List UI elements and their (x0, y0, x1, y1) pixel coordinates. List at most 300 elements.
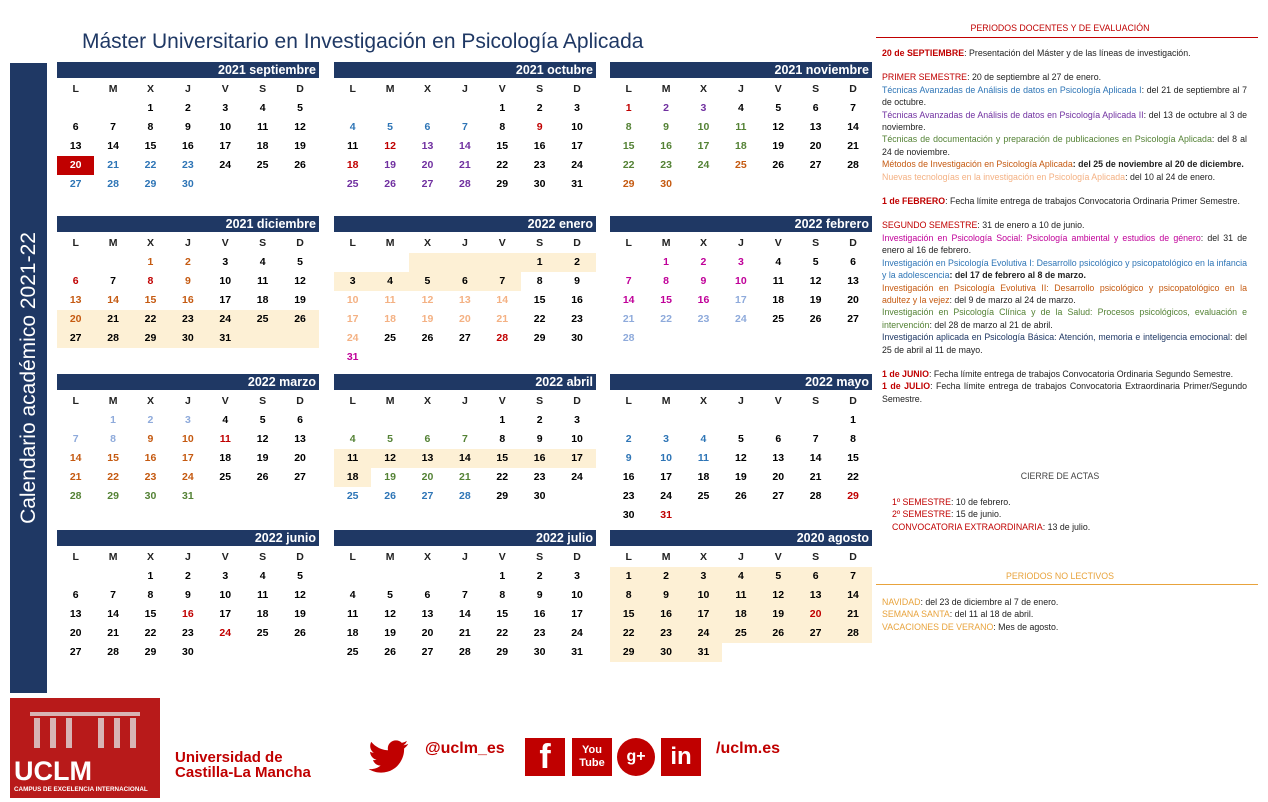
day-cell[interactable]: 31 (571, 178, 583, 190)
day-cell[interactable]: 24 (697, 159, 710, 171)
day-cell[interactable]: 30 (182, 646, 194, 658)
day-cell[interactable]: 10 (571, 433, 583, 445)
day-cell[interactable]: 29 (847, 490, 859, 502)
day-cell[interactable]: 26 (384, 178, 396, 190)
day-cell[interactable]: 1 (499, 102, 506, 114)
day-cell[interactable]: 10 (697, 121, 710, 133)
day-cell[interactable]: 24 (571, 627, 583, 639)
day-cell[interactable]: 26 (294, 159, 306, 171)
day-cell[interactable]: 18 (772, 294, 785, 306)
day-cell[interactable]: 6 (72, 275, 79, 287)
day-cell[interactable]: 2 (536, 414, 543, 426)
day-cell[interactable]: 27 (69, 646, 82, 658)
day-cell[interactable]: 12 (421, 294, 434, 306)
day-cell[interactable]: 13 (809, 121, 822, 133)
day-cell[interactable]: 31 (685, 643, 722, 662)
day-cell[interactable]: 22 (610, 624, 647, 643)
day-cell[interactable]: 24 (571, 159, 583, 171)
day-cell[interactable]: 16 (182, 608, 194, 620)
day-cell[interactable]: 23 (182, 159, 194, 171)
day-cell[interactable]: 5 (737, 433, 744, 445)
day-cell[interactable]: 25 (346, 178, 359, 190)
day-cell[interactable]: 12 (294, 589, 306, 601)
day-cell[interactable]: 11 (772, 275, 784, 287)
day-cell[interactable]: 30 (660, 178, 672, 190)
day-cell[interactable]: 18 (735, 140, 747, 152)
day-cell[interactable]: 23 (144, 471, 157, 483)
day-cell[interactable]: 1 (110, 414, 116, 426)
day-cell[interactable]: 7 (72, 433, 79, 445)
day-cell[interactable]: 9 (625, 452, 632, 464)
day-cell[interactable]: 23 (647, 624, 684, 643)
day-cell[interactable]: 25 (219, 471, 232, 483)
day-cell[interactable]: 23 (533, 159, 546, 171)
twitter-handle[interactable]: @uclm_es (425, 740, 505, 757)
day-cell[interactable]: 22 (144, 627, 157, 639)
day-cell[interactable]: 25 (256, 627, 269, 639)
twitter-icon[interactable] (366, 740, 410, 774)
day-cell[interactable]: 12 (735, 452, 747, 464)
day-cell[interactable]: 8 (499, 121, 506, 133)
day-cell[interactable]: 30 (533, 646, 546, 658)
day-cell[interactable]: 4 (722, 567, 759, 586)
day-cell[interactable]: 1 (147, 256, 154, 268)
day-cell[interactable]: 3 (334, 272, 371, 291)
day-cell[interactable]: 26 (281, 310, 318, 329)
day-cell[interactable]: 15 (622, 140, 635, 152)
day-cell[interactable]: 26 (735, 490, 747, 502)
day-cell[interactable]: 6 (812, 102, 819, 114)
day-cell[interactable]: 17 (571, 608, 583, 620)
day-cell[interactable]: 13 (459, 294, 471, 306)
day-cell[interactable]: 15 (496, 608, 509, 620)
day-cell[interactable]: 31 (571, 646, 583, 658)
day-cell[interactable]: 3 (184, 414, 191, 426)
day-cell[interactable]: 25 (735, 159, 747, 171)
day-cell[interactable]: 18 (256, 140, 269, 152)
day-cell[interactable]: 25 (244, 310, 281, 329)
day-cell[interactable]: 17 (219, 140, 232, 152)
day-cell[interactable]: 17 (219, 294, 232, 306)
day-cell[interactable]: 12 (256, 433, 269, 445)
day-cell[interactable]: 2 (147, 414, 154, 426)
day-cell[interactable]: 4 (700, 433, 707, 445)
day-cell[interactable]: 19 (294, 294, 306, 306)
day-cell[interactable]: 16 (697, 294, 710, 306)
day-cell[interactable]: 23 (169, 310, 206, 329)
day-cell[interactable]: 31 (207, 329, 244, 348)
day-cell[interactable]: 11 (347, 608, 359, 620)
day-cell[interactable]: 17 (660, 471, 672, 483)
day-cell[interactable]: 25 (346, 646, 359, 658)
day-cell[interactable]: 16 (533, 140, 546, 152)
day-cell[interactable]: 18 (346, 627, 359, 639)
day-cell[interactable]: 27 (797, 624, 834, 643)
day-cell[interactable]: 15 (107, 452, 119, 464)
day-cell[interactable]: 21 (459, 159, 471, 171)
day-cell[interactable]: 17 (697, 140, 710, 152)
day-cell[interactable]: 29 (496, 646, 509, 658)
day-cell[interactable]: 22 (533, 313, 546, 325)
day-cell[interactable]: 19 (294, 608, 306, 620)
day-cell[interactable]: 4 (349, 121, 356, 133)
day-cell[interactable]: 5 (409, 272, 446, 291)
day-cell[interactable]: 21 (107, 627, 119, 639)
day-cell[interactable]: 28 (107, 178, 119, 190)
day-cell[interactable]: 8 (499, 433, 506, 445)
day-cell[interactable]: 27 (772, 490, 785, 502)
day-cell[interactable]: 6 (72, 589, 79, 601)
day-cell[interactable]: 20 (421, 471, 434, 483)
day-cell[interactable]: 14 (69, 452, 82, 464)
day-cell[interactable]: 19 (760, 605, 797, 624)
day-cell[interactable]: 7 (110, 275, 116, 287)
day-cell[interactable]: 24 (571, 471, 583, 483)
day-cell[interactable]: 21 (107, 159, 119, 171)
day-cell[interactable]: 12 (384, 140, 396, 152)
day-cell[interactable]: 25 (697, 490, 710, 502)
day-cell[interactable]: 26 (384, 646, 396, 658)
day-cell[interactable]: 12 (294, 121, 306, 133)
day-cell[interactable]: 25 (346, 490, 359, 502)
day-cell[interactable]: 2 (625, 433, 632, 445)
day-cell[interactable]: 17 (558, 449, 595, 468)
day-cell[interactable]: 19 (384, 159, 396, 171)
day-cell[interactable]: 9 (184, 121, 191, 133)
day-cell[interactable]: 10 (685, 586, 722, 605)
day-cell[interactable]: 28 (459, 646, 471, 658)
day-cell[interactable]: 24 (219, 159, 232, 171)
day-cell[interactable]: 9 (700, 275, 707, 287)
day-cell[interactable]: 28 (459, 178, 471, 190)
day-cell[interactable]: 21 (496, 313, 509, 325)
day-cell[interactable]: 11 (347, 140, 359, 152)
google-plus-icon[interactable]: g+ (617, 738, 655, 776)
day-cell[interactable]: 26 (294, 627, 306, 639)
day-cell[interactable]: 3 (222, 102, 229, 114)
day-cell[interactable]: 28 (834, 624, 871, 643)
day-cell[interactable]: 27 (421, 178, 434, 190)
day-cell[interactable]: 19 (256, 452, 269, 464)
day-cell[interactable]: 3 (737, 256, 744, 268)
day-cell[interactable]: 22 (144, 159, 157, 171)
day-cell[interactable]: 14 (107, 294, 119, 306)
day-cell[interactable]: 7 (850, 102, 856, 114)
day-cell[interactable]: 31 (660, 509, 672, 521)
day-cell[interactable]: 1 (521, 253, 558, 272)
day-cell[interactable]: 5 (812, 256, 819, 268)
day-cell[interactable]: 13 (421, 140, 434, 152)
day-cell[interactable]: 1 (663, 256, 669, 268)
day-cell[interactable]: 14 (459, 608, 471, 620)
day-cell[interactable]: 13 (797, 586, 834, 605)
day-cell[interactable]: 15 (660, 294, 672, 306)
day-cell[interactable]: 24 (735, 313, 747, 325)
day-cell[interactable]: 22 (496, 627, 509, 639)
day-cell[interactable]: 16 (622, 471, 635, 483)
day-cell[interactable]: 29 (610, 643, 647, 662)
day-cell[interactable]: 21 (459, 627, 471, 639)
day-cell[interactable]: 5 (760, 567, 797, 586)
day-cell[interactable]: 11 (257, 275, 269, 287)
day-cell[interactable]: 16 (647, 605, 684, 624)
day-cell[interactable]: 7 (110, 121, 116, 133)
day-cell[interactable]: 11 (735, 121, 747, 133)
day-cell[interactable]: 15 (484, 449, 521, 468)
day-cell[interactable]: 1 (850, 414, 856, 426)
day-cell[interactable]: 28 (459, 490, 471, 502)
day-cell[interactable]: 9 (184, 275, 191, 287)
day-cell[interactable]: 7 (461, 433, 468, 445)
day-cell[interactable]: 17 (346, 313, 359, 325)
day-cell[interactable]: 28 (847, 159, 859, 171)
day-cell[interactable]: 30 (144, 490, 157, 502)
day-cell[interactable]: 8 (850, 433, 856, 445)
day-cell[interactable]: 23 (571, 313, 583, 325)
day-cell[interactable]: 21 (847, 140, 859, 152)
day-cell[interactable]: 4 (259, 102, 266, 114)
day-cell[interactable]: 17 (182, 452, 194, 464)
day-cell[interactable]: 11 (257, 121, 269, 133)
day-cell[interactable]: 5 (297, 102, 303, 114)
day-cell[interactable]: 17 (219, 608, 232, 620)
day-cell[interactable]: 9 (147, 433, 154, 445)
day-cell[interactable]: 30 (622, 509, 635, 521)
day-cell[interactable]: 8 (110, 433, 116, 445)
day-cell[interactable]: 21 (69, 471, 82, 483)
day-cell[interactable]: 13 (421, 608, 434, 620)
day-cell[interactable]: 4 (222, 414, 229, 426)
day-cell[interactable]: 10 (660, 452, 672, 464)
day-cell[interactable]: 25 (722, 624, 759, 643)
youtube-icon[interactable] (572, 738, 612, 776)
day-cell[interactable]: 6 (72, 121, 79, 133)
day-cell[interactable]: 20 (421, 627, 434, 639)
day-cell[interactable]: 22 (496, 471, 509, 483)
day-cell[interactable]: 19 (772, 140, 785, 152)
day-cell[interactable]: 11 (384, 294, 396, 306)
day-cell[interactable]: 18 (334, 468, 371, 487)
day-cell[interactable]: 28 (809, 490, 822, 502)
day-cell[interactable]: 18 (346, 159, 359, 171)
day-cell[interactable]: 16 (571, 294, 583, 306)
day-cell[interactable]: 29 (622, 178, 635, 190)
day-cell[interactable]: 12 (384, 608, 396, 620)
day-cell[interactable]: 7 (834, 567, 871, 586)
day-cell[interactable]: 5 (297, 256, 303, 268)
day-cell[interactable]: 30 (533, 490, 546, 502)
day-cell[interactable]: 30 (533, 178, 546, 190)
day-cell[interactable]: 18 (697, 471, 710, 483)
day-cell[interactable]: 20 (57, 310, 94, 329)
day-cell[interactable]: 28 (94, 329, 131, 348)
day-cell[interactable]: 10 (219, 589, 232, 601)
day-cell[interactable]: 1 (147, 102, 154, 114)
day-cell[interactable]: 22 (660, 313, 672, 325)
day-cell[interactable]: 2 (663, 102, 669, 114)
day-cell[interactable]: 2 (184, 256, 191, 268)
day-cell[interactable]: 3 (685, 567, 722, 586)
day-cell[interactable]: 14 (107, 608, 119, 620)
day-cell[interactable]: 15 (847, 452, 859, 464)
day-cell[interactable]: 6 (797, 567, 834, 586)
day-cell[interactable]: 3 (574, 414, 580, 426)
day-cell[interactable]: 6 (424, 433, 431, 445)
day-cell[interactable]: 26 (760, 624, 797, 643)
day-cell[interactable]: 26 (384, 490, 396, 502)
day-cell[interactable]: 16 (182, 294, 194, 306)
day-cell[interactable]: 15 (533, 294, 546, 306)
day-cell[interactable]: 17 (571, 140, 583, 152)
day-cell[interactable]: 4 (349, 589, 356, 601)
day-cell[interactable]: 13 (294, 433, 306, 445)
day-cell[interactable]: 9 (184, 589, 191, 601)
day-cell[interactable]: 30 (571, 332, 583, 344)
day-cell[interactable]: 23 (533, 627, 546, 639)
day-cell[interactable]: 14 (459, 140, 471, 152)
day-cell[interactable]: 9 (536, 433, 543, 445)
day-cell[interactable]: 12 (294, 275, 306, 287)
day-cell[interactable]: 28 (107, 646, 119, 658)
linkedin-icon[interactable]: in (661, 738, 701, 776)
day-cell[interactable]: 27 (459, 332, 471, 344)
day-cell[interactable]: 31 (182, 490, 194, 502)
day-cell[interactable]: 4 (737, 102, 744, 114)
day-cell[interactable]: 29 (533, 332, 546, 344)
day-cell[interactable]: 22 (107, 471, 119, 483)
day-cell[interactable]: 16 (521, 449, 558, 468)
day-cell[interactable]: 19 (294, 140, 306, 152)
day-cell[interactable]: 24 (207, 310, 244, 329)
day-cell[interactable]: 16 (660, 140, 672, 152)
day-cell[interactable]: 5 (297, 570, 303, 582)
day-cell[interactable]: 10 (219, 275, 232, 287)
day-cell[interactable]: 3 (222, 570, 229, 582)
day-cell[interactable]: 28 (622, 332, 635, 344)
day-cell[interactable]: 13 (409, 449, 446, 468)
day-cell[interactable]: 8 (147, 589, 154, 601)
day-cell[interactable]: 14 (809, 452, 822, 464)
day-cell[interactable]: 15 (496, 140, 509, 152)
day-cell[interactable]: 16 (182, 140, 194, 152)
day-cell[interactable]: 13 (69, 140, 82, 152)
day-cell[interactable]: 2 (647, 567, 684, 586)
day-cell[interactable]: 9 (574, 275, 580, 287)
day-cell[interactable]: 14 (834, 586, 871, 605)
day-cell[interactable]: 16 (144, 452, 157, 464)
day-cell[interactable]: 29 (496, 178, 509, 190)
day-cell[interactable]: 3 (222, 256, 229, 268)
day-cell[interactable]: 7 (461, 589, 468, 601)
day-cell[interactable]: 27 (421, 646, 434, 658)
day-cell[interactable]: 25 (256, 159, 269, 171)
day-cell[interactable]: 2 (558, 253, 595, 272)
day-cell[interactable]: 26 (772, 159, 785, 171)
day-cell[interactable]: 17 (685, 605, 722, 624)
day-cell[interactable]: 8 (610, 586, 647, 605)
day-cell[interactable]: 4 (259, 570, 266, 582)
day-cell[interactable]: 7 (625, 275, 632, 287)
day-cell[interactable]: 12 (760, 586, 797, 605)
website-link[interactable]: /uclm.es (716, 740, 781, 757)
day-cell[interactable]: 6 (446, 272, 483, 291)
day-cell[interactable]: 7 (812, 433, 819, 445)
day-cell[interactable]: 15 (610, 605, 647, 624)
day-cell[interactable]: 27 (847, 313, 859, 325)
day-cell[interactable]: 13 (847, 275, 859, 287)
day-cell[interactable]: 26 (256, 471, 269, 483)
day-cell[interactable]: 13 (69, 608, 82, 620)
day-cell[interactable]: 15 (144, 294, 157, 306)
day-cell[interactable]: 5 (387, 589, 393, 601)
day-cell[interactable]: 5 (775, 102, 782, 114)
day-cell[interactable]: 17 (735, 294, 747, 306)
day-cell[interactable]: 2 (700, 256, 707, 268)
day-cell[interactable]: 2 (536, 102, 543, 114)
day-cell[interactable]: 7 (110, 589, 116, 601)
day-cell[interactable]: 26 (421, 332, 434, 344)
day-cell[interactable]: 30 (182, 178, 194, 190)
day-cell[interactable]: 8 (536, 275, 543, 287)
day-cell[interactable]: 19 (735, 471, 747, 483)
day-cell[interactable]: 12 (772, 121, 785, 133)
day-cell[interactable]: 9 (647, 586, 684, 605)
day-cell[interactable]: 23 (533, 471, 546, 483)
day-cell[interactable]: 27 (421, 490, 434, 502)
day-cell[interactable]: 24 (346, 332, 359, 344)
day-cell[interactable]: 11 (334, 449, 371, 468)
day-cell[interactable]: 1 (499, 414, 506, 426)
day-cell[interactable]: 24 (660, 490, 672, 502)
day-cell[interactable]: 27 (809, 159, 822, 171)
day-cell[interactable]: 19 (384, 627, 396, 639)
day-cell[interactable]: 29 (132, 329, 169, 348)
day-cell[interactable]: 20 (772, 471, 785, 483)
day-cell[interactable]: 8 (663, 275, 669, 287)
day-cell[interactable]: 14 (847, 121, 859, 133)
day-cell[interactable]: 2 (184, 102, 191, 114)
day-cell[interactable]: 25 (772, 313, 785, 325)
day-cell[interactable]: 13 (69, 294, 82, 306)
day-cell[interactable]: 10 (735, 275, 747, 287)
day-cell[interactable]: 14 (622, 294, 635, 306)
day-cell[interactable]: 27 (57, 329, 94, 348)
day-cell[interactable]: 6 (775, 433, 782, 445)
day-cell[interactable]: 21 (94, 310, 131, 329)
day-cell[interactable]: 4 (349, 433, 356, 445)
day-cell[interactable]: 27 (294, 471, 306, 483)
day-cell[interactable]: 12 (371, 449, 408, 468)
day-cell[interactable]: 22 (622, 159, 635, 171)
day-cell[interactable]: 20 (57, 156, 94, 175)
day-cell[interactable]: 11 (257, 589, 269, 601)
day-cell[interactable]: 5 (387, 433, 393, 445)
day-cell[interactable]: 18 (722, 605, 759, 624)
day-cell[interactable]: 4 (259, 256, 266, 268)
day-cell[interactable]: 20 (809, 140, 822, 152)
day-cell[interactable]: 20 (797, 605, 834, 624)
day-cell[interactable]: 22 (132, 310, 169, 329)
day-cell[interactable]: 7 (461, 121, 468, 133)
day-cell[interactable]: 8 (499, 589, 506, 601)
day-cell[interactable]: 20 (421, 159, 434, 171)
day-cell[interactable]: 10 (346, 294, 359, 306)
day-cell[interactable]: 11 (697, 452, 710, 464)
day-cell[interactable]: 24 (219, 627, 232, 639)
day-cell[interactable]: 25 (384, 332, 396, 344)
day-cell[interactable]: 18 (256, 294, 269, 306)
day-cell[interactable]: 15 (144, 140, 157, 152)
